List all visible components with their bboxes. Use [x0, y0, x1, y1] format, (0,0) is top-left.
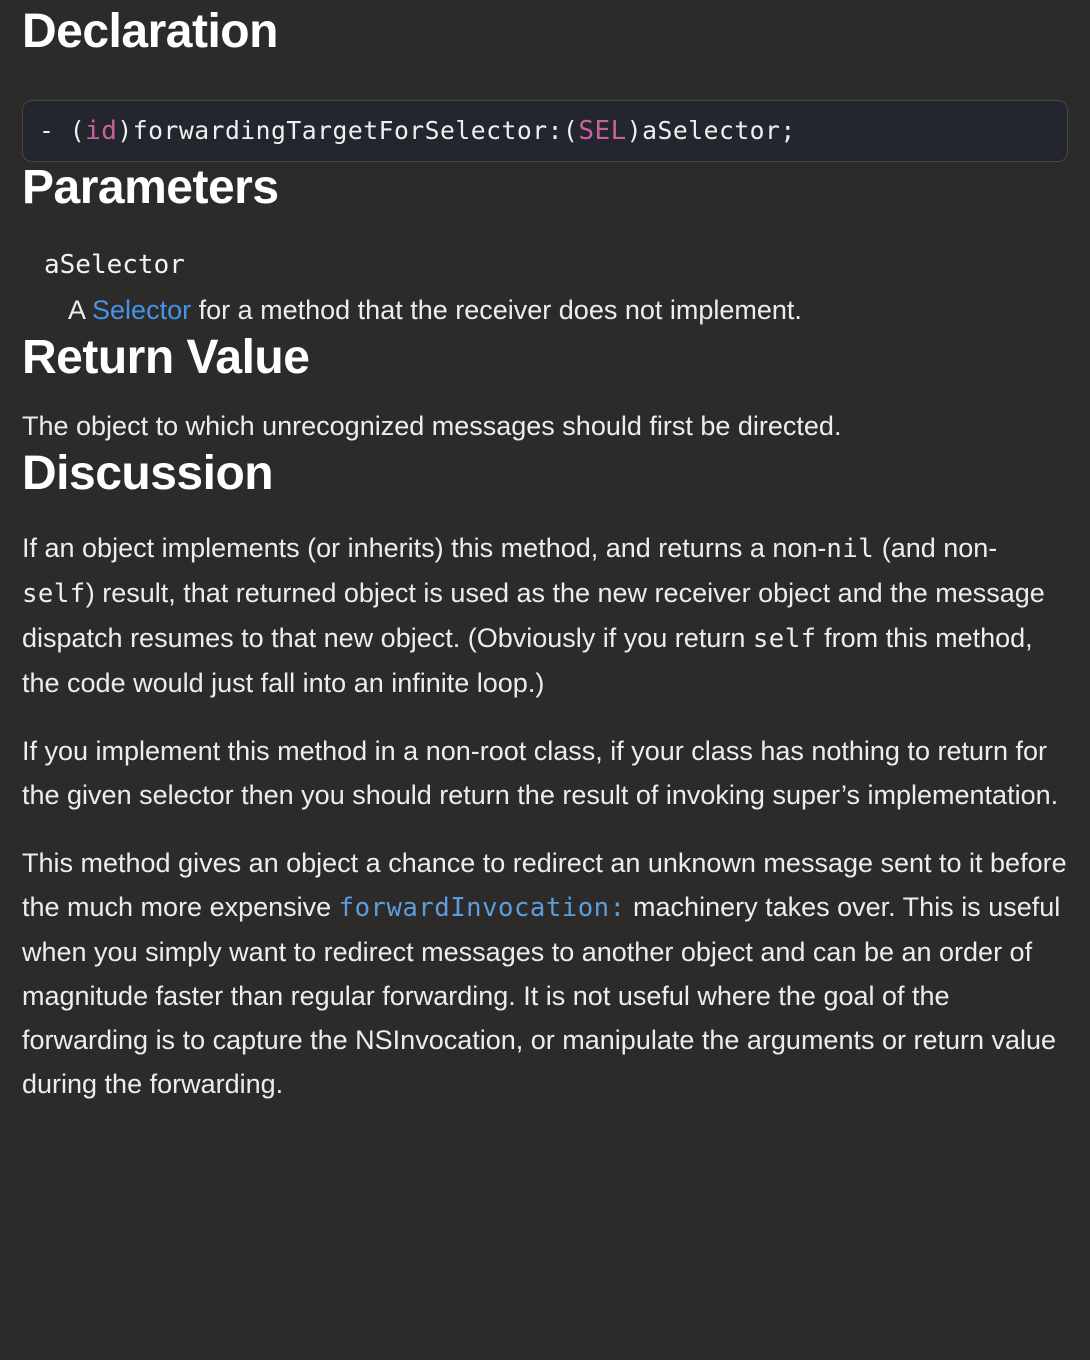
- text-run: If you implement this method in a non-root class, if your class has nothing to return for the given selector then you should return the result of invoking super’s implementation.: [22, 736, 1059, 810]
- declaration-code-block: [22, 100, 1068, 162]
- code-token: id: [85, 116, 118, 146]
- inline-link[interactable]: forwardInvocation:: [338, 893, 626, 923]
- text-run: )aSelector;: [626, 116, 796, 145]
- declaration-heading: Declaration: [22, 5, 278, 58]
- discussion-paragraph: [22, 526, 1068, 705]
- inline-link[interactable]: Selector: [92, 295, 192, 325]
- parameter-name: aSelector: [44, 250, 185, 280]
- discussion-heading: Discussion: [22, 447, 274, 500]
- text-run: This method gives an object a chance to redirect an unknown message sent to it before the much more expensive: [22, 848, 1067, 922]
- text-run: ) result, that returned object is used as the new receiver object and the message dispatch resumes to that new object. (Obviously if you return: [22, 578, 1045, 653]
- text-run: )forwardingTargetForSelector:(: [117, 116, 579, 145]
- discussion-paragraph: [22, 729, 1068, 817]
- parameter-list: [22, 248, 1068, 332]
- return-value-text: The object to which unrecognized messages should first be directed.: [22, 411, 842, 441]
- text-run: (and non-: [874, 533, 998, 563]
- text-run: If an object implements (or inherits) this method, and returns a non-: [22, 533, 827, 563]
- parameters-heading: Parameters: [22, 161, 279, 214]
- text-run: A: [68, 295, 93, 325]
- text-run: from this method, the code would just fall into an infinite loop.): [22, 623, 1033, 698]
- text-run: for a method that the receiver does not implement.: [191, 295, 802, 325]
- return-value-heading: Return Value: [22, 331, 310, 384]
- parameter-description: [68, 288, 1068, 332]
- text-run: - (: [39, 116, 86, 145]
- text-run: self: [752, 624, 817, 654]
- discussion-paragraph: [22, 841, 1068, 1106]
- text-run: machinery takes over. This is useful when you simply want to redirect messages to another object and can be an order of magnitude faster than regular forwarding. It is not useful where the goal of the forwarding is to capture the NSInvocation, or manipulate the arguments or return value during the forwarding.: [22, 892, 1061, 1099]
- text-run: nil: [826, 534, 875, 564]
- declaration-code: [39, 116, 796, 146]
- text-run: self: [22, 579, 86, 609]
- code-token: SEL: [578, 116, 627, 146]
